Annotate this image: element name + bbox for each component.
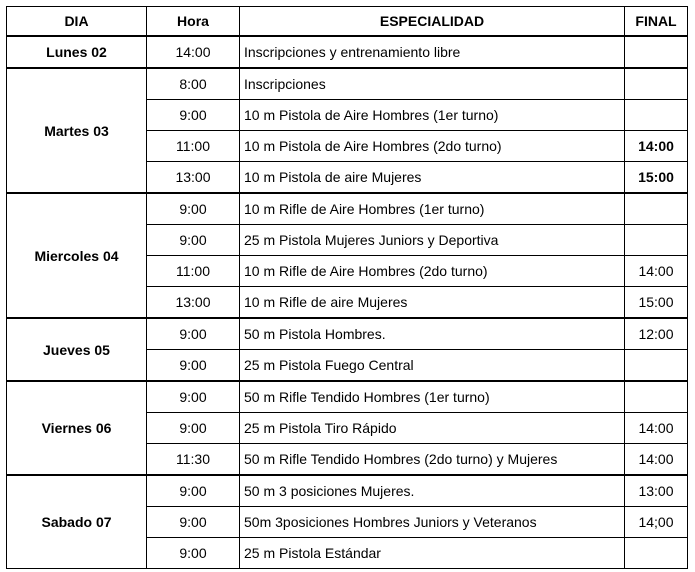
especialidad-cell: 25 m Pistola Tiro Rápido (240, 413, 625, 444)
day-cell: Lunes 02 (7, 36, 147, 68)
hora-cell: 11:00 (147, 131, 240, 162)
table-row (7, 381, 688, 413)
hora-cell: 9:00 (147, 413, 240, 444)
final-cell (625, 350, 688, 382)
especialidad-cell: 25 m Pistola Estándar (240, 538, 625, 569)
especialidad-cell: 50 m Rifle Tendido Hombres (2do turno) y Mujeres (240, 444, 625, 476)
especialidad-cell: 10 m Rifle de Aire Hombres (2do turno) (240, 256, 625, 287)
especialidad-cell: Inscripciones y entrenamiento libre (240, 36, 625, 68)
hora-cell: 9:00 (147, 100, 240, 131)
final-cell: 14:00 (625, 413, 688, 444)
table-row (7, 318, 688, 350)
final-cell: 13:00 (625, 475, 688, 507)
schedule-table (6, 6, 688, 569)
table-row (7, 36, 688, 68)
final-cell (625, 193, 688, 225)
especialidad-cell: 50 m Pistola Hombres. (240, 318, 625, 350)
header-final: FINAL (625, 7, 688, 37)
hora-cell: 9:00 (147, 318, 240, 350)
hora-cell: 9:00 (147, 350, 240, 382)
header-dia: DIA (7, 7, 147, 37)
final-cell (625, 36, 688, 68)
hora-cell: 9:00 (147, 507, 240, 538)
day-cell: Sabado 07 (7, 475, 147, 569)
final-cell: 14:00 (625, 444, 688, 476)
final-cell: 14;00 (625, 507, 688, 538)
hora-cell: 11:30 (147, 444, 240, 476)
especialidad-cell: 25 m Pistola Mujeres Juniors y Deportiva (240, 225, 625, 256)
especialidad-cell: 25 m Pistola Fuego Central (240, 350, 625, 382)
header-hora: Hora (147, 7, 240, 37)
hora-cell: 9:00 (147, 225, 240, 256)
table-body (7, 36, 688, 569)
especialidad-cell: 10 m Pistola de aire Mujeres (240, 162, 625, 194)
especialidad-cell: 10 m Pistola de Aire Hombres (2do turno) (240, 131, 625, 162)
especialidad-cell: 10 m Pistola de Aire Hombres (1er turno) (240, 100, 625, 131)
final-cell: 14:00 (625, 256, 688, 287)
final-cell (625, 381, 688, 413)
final-cell (625, 100, 688, 131)
final-cell: 12:00 (625, 318, 688, 350)
final-cell (625, 68, 688, 100)
header-especialidad: ESPECIALIDAD (240, 7, 625, 37)
final-cell (625, 225, 688, 256)
final-cell (625, 538, 688, 569)
hora-cell: 14:00 (147, 36, 240, 68)
especialidad-cell: 50 m Rifle Tendido Hombres (1er turno) (240, 381, 625, 413)
hora-cell: 8:00 (147, 68, 240, 100)
day-cell: Viernes 06 (7, 381, 147, 475)
table-row (7, 193, 688, 225)
final-cell: 15:00 (625, 162, 688, 194)
hora-cell: 11:00 (147, 256, 240, 287)
especialidad-cell: 50 m 3 posiciones Mujeres. (240, 475, 625, 507)
especialidad-cell: 10 m Rifle de Aire Hombres (1er turno) (240, 193, 625, 225)
final-cell: 15:00 (625, 287, 688, 319)
hora-cell: 9:00 (147, 538, 240, 569)
table-row (7, 68, 688, 100)
especialidad-cell: 10 m Rifle de aire Mujeres (240, 287, 625, 319)
hora-cell: 13:00 (147, 162, 240, 194)
hora-cell: 9:00 (147, 193, 240, 225)
especialidad-cell: 50m 3posiciones Hombres Juniors y Veteranos (240, 507, 625, 538)
hora-cell: 9:00 (147, 475, 240, 507)
table-header (7, 7, 688, 37)
especialidad-cell: Inscripciones (240, 68, 625, 100)
day-cell: Miercoles 04 (7, 193, 147, 318)
table-row (7, 475, 688, 507)
day-cell: Jueves 05 (7, 318, 147, 381)
final-cell: 14:00 (625, 131, 688, 162)
hora-cell: 13:00 (147, 287, 240, 319)
day-cell: Martes 03 (7, 68, 147, 193)
hora-cell: 9:00 (147, 381, 240, 413)
